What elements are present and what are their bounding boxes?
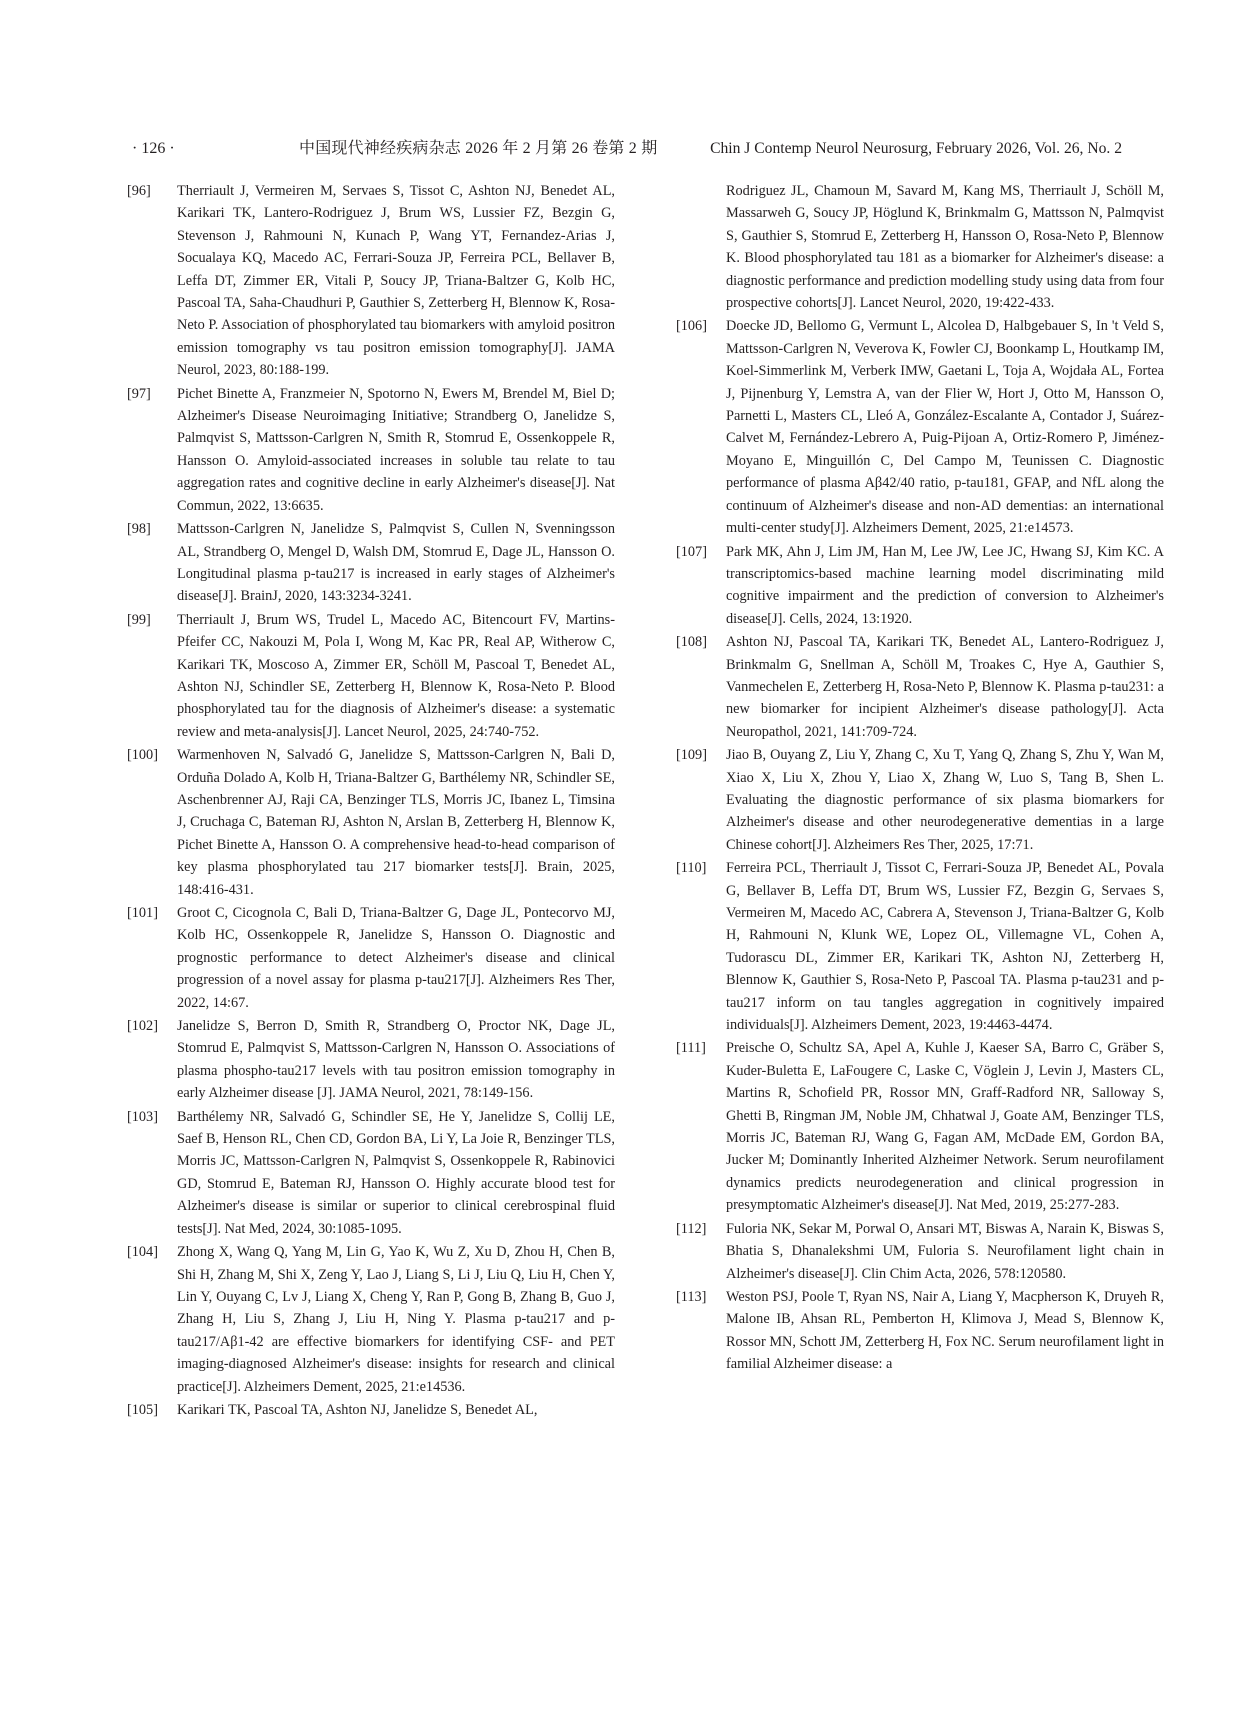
page-number: · 126 · <box>132 140 175 157</box>
reference-text: Fuloria NK, Sekar M, Porwal O, Ansari MT, Biswas A, Narain K, Biswas S, Bhatia S, Dhanalekshmi UM, Fuloria S. Neurofilament light chain in Alzheimer's disease[J]. Clin Chim Acta, 2026, 578:120580. <box>726 1220 1164 1282</box>
reference-99 <box>127 609 615 743</box>
reference-number: [110] <box>676 860 707 877</box>
reference-number: [112] <box>676 1220 707 1237</box>
reference-number: [106] <box>676 318 707 335</box>
reference-text: Park MK, Ahn J, Lim JM, Han M, Lee JW, Lee JC, Hwang SJ, Kim KC. A transcriptomics-based machine learning model discriminating mild cognitive impairment and the prediction of conversion to Alzheimer's disease[J]. Cells, 2024, 13:1920. <box>726 543 1164 627</box>
reference-text: Janelidze S, Berron D, Smith R, Strandberg O, Proctor NK, Dage JL, Stomrud E, Palmqvist S, Mattsson-Carlgren N, Hansson O. Associations of plasma phospho-tau217 levels with tau positron emission tomography in early Alzheimer disease [J]. JAMA Neurol, 2021, 78:149-156. <box>177 1018 615 1102</box>
reference-text: Doecke JD, Bellomo G, Vermunt L, Alcolea D, Halbgebauer S, In 't Veld S, Mattsson-Carlgren N, Veverova K, Fowler CJ, Boonkamp L, Houtkamp IM, Koel-Simmerlink M, Verberk IMW, Gaetani L, Toja A, Wojdała AL, Fortea J, Pijnenburg Y, Lemstra A, van der Flier W, Hort J, Otto M, Hansson O, Parnetti L, Masters CL, Lleó A, González-Escalante A, Contador J, Suárez-Calvet M, Fernández-Lebrero A, Puig-Pijoan A, Ortiz-Romero P, Jiménez-Moyano E, Minguillón C, Del Campo M, Teunissen C. Diagnostic performance of plasma Aβ42/40 ratio, p-tau181, GFAP, and NfL along the continuum of Alzheimer's disease and non-AD dementias: an international multi-center study[J]. Alzheimers Dement, 2025, 21:e14573. <box>726 318 1164 537</box>
reference-text: Jiao B, Ouyang Z, Liu Y, Zhang C, Xu T, Yang Q, Zhang S, Zhu Y, Wan M, Xiao X, Liu X, Zhou Y, Liao X, Zhang W, Luo S, Tang B, Shen L. Evaluating the diagnostic performance of six plasma biomarkers for Alzheimer's disease and other neurodegenerative dementias in a large Chinese cohort[J]. Alzheimers Res Ther, 2025, 17:71. <box>726 747 1164 853</box>
left-reference-column <box>127 180 615 1422</box>
reference-number: [113] <box>676 1288 707 1305</box>
reference-100 <box>127 744 615 901</box>
reference-number: [107] <box>676 543 707 560</box>
reference-text: Therriault J, Vermeiren M, Servaes S, Tissot C, Ashton NJ, Benedet AL, Karikari TK, Lantero-Rodriguez J, Brum WS, Lussier FZ, Bezgin G, Stevenson J, Rahmouni N, Kunach P, Wang YT, Fernandez-Arias J, Socualaya KQ, Macedo AC, Ferrari-Souza JP, Ferreira PCL, Bellaver B, Leffa DT, Zimmer ER, Vitali P, Soucy JP, Triana-Baltzer G, Kolb HC, Pascoal TA, Saha-Chaudhuri P, Gauthier S, Zetterberg H, Blennow K, Rosa-Neto P. Association of phosphorylated tau biomarkers with amyloid positron emission tomography vs tau positron emission tomography[J]. JAMA Neurol, 2023, 80:188-199. <box>177 183 615 379</box>
reference-104 <box>127 1241 615 1398</box>
reference-number: [101] <box>127 905 158 921</box>
reference-number: [108] <box>676 634 707 651</box>
reference-number: [97] <box>127 385 151 402</box>
reference-101 <box>127 902 615 1014</box>
reference-number: [104] <box>127 1244 158 1261</box>
reference-text: Zhong X, Wang Q, Yang M, Lin G, Yao K, Wu Z, Xu D, Zhou H, Chen B, Shi H, Zhang M, Shi X, Zeng Y, Lao J, Liang S, Li J, Liu Q, Liu H, Chen Y, Lin Y, Ouyang C, Lv J, Liang X, Cheng Y, Ran P, Gong B, Zhang B, Guo J, Zhang H, Liu S, Zhang J, Liu H, Ning Y. Plasma p-tau217 and p-tau217/Aβ1-42 are effective biomarkers for identifying CSF- and PET imaging-diagnosed Alzheimer's disease: insights for research and clinical practice[J]. Alzheimers Dement, 2025, 21:e14536. <box>177 1244 615 1395</box>
reference-107 <box>676 541 1164 631</box>
reference-text: Weston PSJ, Poole T, Ryan NS, Nair A, Liang Y, Macpherson K, Druyeh R, Malone IB, Ahsan RL, Pemberton H, Klimova J, Mead S, Blennow K, Rossor MN, Schott JM, Zetterberg H, Fox NC. Serum neurofilament light in familial Alzheimer disease: a <box>726 1288 1164 1373</box>
reference-109 <box>676 744 1164 856</box>
reference-text: Mattsson-Carlgren N, Janelidze S, Palmqvist S, Cullen N, Svenningsson AL, Strandberg O, Mengel D, Walsh DM, Stomrud E, Dage JL, Hansson O. Longitudinal plasma p-tau217 is increased in early stages of Alzheimer's disease[J]. BrainJ, 2020, 143:3234-3241. <box>177 521 615 605</box>
reference-text: Groot C, Cicognola C, Bali D, Triana-Baltzer G, Dage JL, Pontecorvo MJ, Kolb HC, Ossenkoppele R, Janelidze S, Hansson O. Diagnostic and prognostic performance to detect Alzheimer's disease and clinical progression of a novel assay for plasma p-tau217[J]. Alzheimers Res Ther, 2022, 14:67. <box>177 905 615 1011</box>
reference-102 <box>127 1015 615 1105</box>
reference-111 <box>676 1037 1164 1216</box>
reference-103 <box>127 1106 615 1240</box>
reference-108 <box>676 631 1164 743</box>
running-header <box>127 134 1122 164</box>
reference-text: Ferreira PCL, Therriault J, Tissot C, Ferrari-Souza JP, Benedet AL, Povala G, Bellaver B, Leffa DT, Brum WS, Lussier FZ, Bezgin G, Servaes S, Vermeiren M, Macedo AC, Cabrera A, Stevenson J, Triana-Baltzer G, Kolb H, Rahmouni N, Klunk WE, Lopez OL, Villemagne VL, Cohen A, Tudorascu DL, Zimmer ER, Karikari TK, Ashton NJ, Zetterberg H, Blennow K, Gauthier S, Rosa-Neto P, Pascoal TA. Plasma p-tau231 and p-tau217 inform on tau tangles aggregation in cognitively impaired individuals[J]. Alzheimers Dement, 2023, 19:4463-4474. <box>726 860 1164 1034</box>
reference-number: [99] <box>127 611 151 628</box>
reference-105-continued <box>676 180 1164 314</box>
reference-110 <box>676 857 1164 1036</box>
reference-number: [111] <box>676 1040 706 1057</box>
reference-text: Rodriguez JL, Chamoun M, Savard M, Kang MS, Therriault J, Schöll M, Massarweh G, Soucy JP, Höglund K, Brinkmalm G, Mattsson N, Palmqvist S, Gauthier S, Stomrud E, Zetterberg H, Hansson O, Rosa-Neto P, Blennow K. Blood phosphorylated tau 181 as a biomarker for Alzheimer's disease: a diagnostic performance and prediction modelling study using data from four prospective cohorts[J]. Lancet Neurol, 2020, 19:422-433. <box>726 183 1164 312</box>
reference-number: [96] <box>127 183 151 199</box>
reference-number: [109] <box>676 747 707 764</box>
reference-106 <box>676 315 1164 539</box>
reference-text: Therriault J, Brum WS, Trudel L, Macedo AC, Bitencourt FV, Martins-Pfeifer CC, Nakouzi M, Pola I, Wong M, Kac PR, Real AP, Witherow C, Karikari TK, Moscoso A, Zimmer ER, Schöll M, Pascoal T, Benedet AL, Ashton NJ, Schindler SE, Zetterberg H, Blennow K, Rosa-Neto P. Blood phosphorylated tau for the diagnosis of Alzheimer's disease: a systematic review and meta-analysis[J]. Lancet Neurol, 2025, 24:740-752. <box>177 611 615 740</box>
reference-number: [98] <box>127 521 151 538</box>
reference-number: [100] <box>127 747 158 764</box>
reference-98 <box>127 518 615 608</box>
reference-text: Warmenhoven N, Salvadó G, Janelidze S, Mattsson-Carlgren N, Bali D, Orduña Dolado A, Kolb H, Triana-Baltzer G, Barthélemy NR, Schindler SE, Aschenbrenner AJ, Raji CA, Benzinger TLS, Morris JC, Ibanez L, Timsina J, Cruchaga C, Bateman RJ, Ashton N, Arslan B, Zetterberg H, Blennow K, Pichet Binette A, Hansson O. A comprehensive head-to-head comparison of key plasma phosphorylated tau 217 biomarker tests[J]. Brain, 2025, 148:416-431. <box>177 747 615 898</box>
journal-title-english: Chin J Contemp Neurol Neurosurg, February 2026, Vol. 26, No. 2 <box>710 140 1122 157</box>
reference-text: Preische O, Schultz SA, Apel A, Kuhle J, Kaeser SA, Barro C, Gräber S, Kuder-Buletta E, LaFougere C, Laske C, Vöglein J, Levin J, Masters CL, Martins R, Schofield PR, Rossor MN, Graff-Radford NR, Salloway S, Ghetti B, Ringman JM, Noble JM, Chhatwal J, Goate AM, Benzinger TLS, Morris JC, Bateman RJ, Wang G, Fagan AM, McDade EM, Gordon BA, Jucker M; Dominantly Inherited Alzheimer Network. Serum neurofilament dynamics predicts neurodegeneration and clinical progression in presymptomatic Alzheimer's disease[J]. Nat Med, 2019, 25:277-283. <box>726 1040 1164 1214</box>
reference-text: Barthélemy NR, Salvadó G, Schindler SE, He Y, Janelidze S, Collij LE, Saef B, Henson RL, Chen CD, Gordon BA, Li Y, La Joie R, Benzinger TLS, Morris JC, Mattsson-Carlgren N, Palmqvist S, Ossenkoppele R, Rabinovici GD, Stomrud E, Bateman RJ, Hansson O. Highly accurate blood test for Alzheimer's disease is similar or superior to clinical cerebrospinal fluid tests[J]. Nat Med, 2024, 30:1085-1095. <box>177 1108 615 1237</box>
reference-text: Pichet Binette A, Franzmeier N, Spotorno N, Ewers M, Brendel M, Biel D; Alzheimer's Disease Neuroimaging Initiative; Strandberg O, Janelidze S, Palmqvist S, Mattsson-Carlgren N, Smith R, Stomrud E, Ossenkoppele R, Hansson O. Amyloid-associated increases in soluble tau relate to tau aggregation rates and cognitive decline in early Alzheimer's disease[J]. Nat Commun, 2022, 13:6635. <box>177 385 615 514</box>
reference-96 <box>127 180 615 382</box>
right-reference-column <box>676 180 1164 1377</box>
reference-97 <box>127 383 615 517</box>
reference-113 <box>676 1286 1164 1376</box>
reference-number: [105] <box>127 1401 158 1418</box>
reference-105 <box>127 1399 615 1421</box>
reference-112 <box>676 1218 1164 1285</box>
reference-number: [103] <box>127 1108 158 1125</box>
journal-title-chinese: 中国现代神经疾病杂志 2026 年 2 月第 26 卷第 2 期 <box>299 140 658 157</box>
reference-text: Karikari TK, Pascoal TA, Ashton NJ, Janelidze S, Benedet AL, <box>177 1401 538 1418</box>
reference-number: [102] <box>127 1018 158 1035</box>
reference-text: Ashton NJ, Pascoal TA, Karikari TK, Benedet AL, Lantero-Rodriguez J, Brinkmalm G, Snellman A, Schöll M, Troakes C, Hye A, Gauthier S, Vanmechelen E, Zetterberg H, Rosa-Neto P, Blennow K. Plasma p-tau231: a new biomarker for incipient Alzheimer's disease pathology[J]. Acta Neuropathol, 2021, 141:709-724. <box>726 634 1164 740</box>
